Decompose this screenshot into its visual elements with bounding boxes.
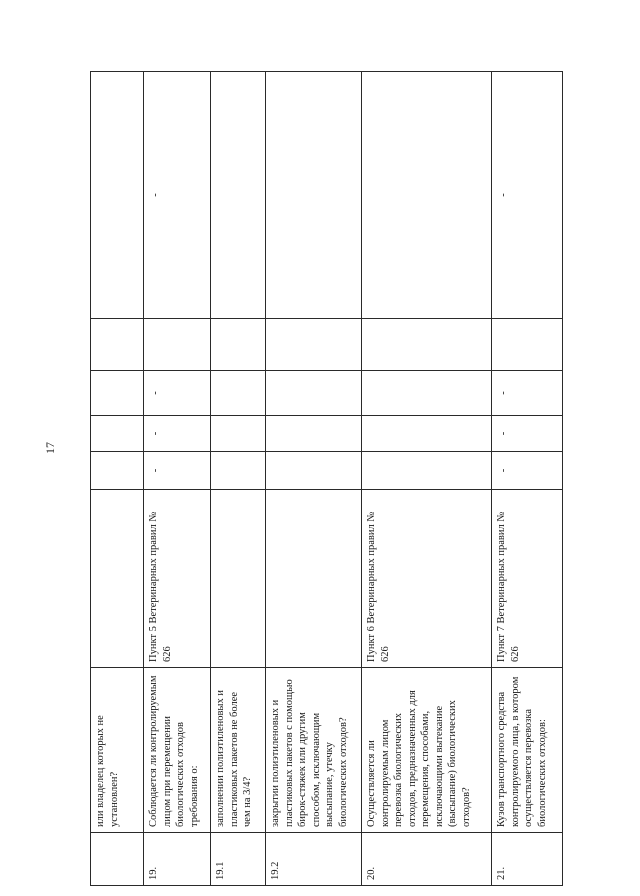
mark-yes: - xyxy=(144,452,211,490)
mark-extra xyxy=(362,319,492,371)
mark-extra xyxy=(211,319,266,371)
mark-no xyxy=(362,416,492,452)
reference-cell: Пункт 5 Ветеринарных правил № 626 xyxy=(144,490,211,668)
page-number: 17 xyxy=(43,442,57,454)
mark-no: - xyxy=(492,416,563,452)
table-row xyxy=(211,72,266,886)
mark-yes xyxy=(266,452,362,490)
mark-comment: - xyxy=(492,72,563,319)
question-cell: или владелец которых не установлен? xyxy=(91,668,144,833)
reference-cell: Пункт 6 Ветеринарных правил № 626 xyxy=(362,490,492,668)
question-cell: Соблюдается ли контролируемым лицом при перемещении биологических отходов требования о: xyxy=(144,668,211,833)
reference-cell xyxy=(266,490,362,668)
reference-cell: Пункт 7 Ветеринарных правил № 626 xyxy=(492,490,563,668)
mark-comment xyxy=(211,72,266,319)
mark-yes xyxy=(91,452,144,490)
question-cell: Кузов транспортного средства контролируемого лица, в котором осуществляется перевозка биологических отходов: xyxy=(492,668,563,833)
row-number: 21. xyxy=(492,833,563,886)
table-row xyxy=(266,72,362,886)
mark-not-applicable xyxy=(91,371,144,416)
mark-no: - xyxy=(144,416,211,452)
row-number: 19.2 xyxy=(266,833,362,886)
question-cell: Осуществляется ли контролируемым лицом перевозка биологических отходов, предназначенных для перемещения, способами, исключающими вытекание (высыпание) биологических отходов? xyxy=(362,668,492,833)
table-row xyxy=(492,72,563,886)
row-number: 19.1 xyxy=(211,833,266,886)
row-number xyxy=(91,833,144,886)
reference-cell xyxy=(91,490,144,668)
mark-no xyxy=(266,416,362,452)
mark-comment: - xyxy=(144,72,211,319)
mark-no xyxy=(91,416,144,452)
question-cell: заполнении полиэтиленовых и пластиковых пакетов не более чем на 3/4? xyxy=(211,668,266,833)
mark-extra xyxy=(492,319,563,371)
rotated-table-container xyxy=(90,72,562,886)
mark-not-applicable xyxy=(362,371,492,416)
mark-not-applicable: - xyxy=(492,371,563,416)
reference-cell xyxy=(211,490,266,668)
checklist-table xyxy=(90,71,563,886)
mark-comment xyxy=(362,72,492,319)
table-row xyxy=(91,72,144,886)
table-row xyxy=(362,72,492,886)
row-number: 19. xyxy=(144,833,211,886)
mark-yes xyxy=(211,452,266,490)
mark-not-applicable xyxy=(211,371,266,416)
mark-extra xyxy=(144,319,211,371)
mark-extra xyxy=(91,319,144,371)
mark-comment xyxy=(266,72,362,319)
question-cell: закрытии полиэтиленовых и пластиковых пакетов с помощью бирок-стяжек или другим способом, исключающим высыпание, утечку биологических отходов? xyxy=(266,668,362,833)
mark-extra xyxy=(266,319,362,371)
mark-no xyxy=(211,416,266,452)
mark-not-applicable: - xyxy=(144,371,211,416)
mark-yes xyxy=(362,452,492,490)
mark-comment xyxy=(91,72,144,319)
mark-not-applicable xyxy=(266,371,362,416)
table-row xyxy=(144,72,211,886)
mark-yes: - xyxy=(492,452,563,490)
row-number: 20. xyxy=(362,833,492,886)
